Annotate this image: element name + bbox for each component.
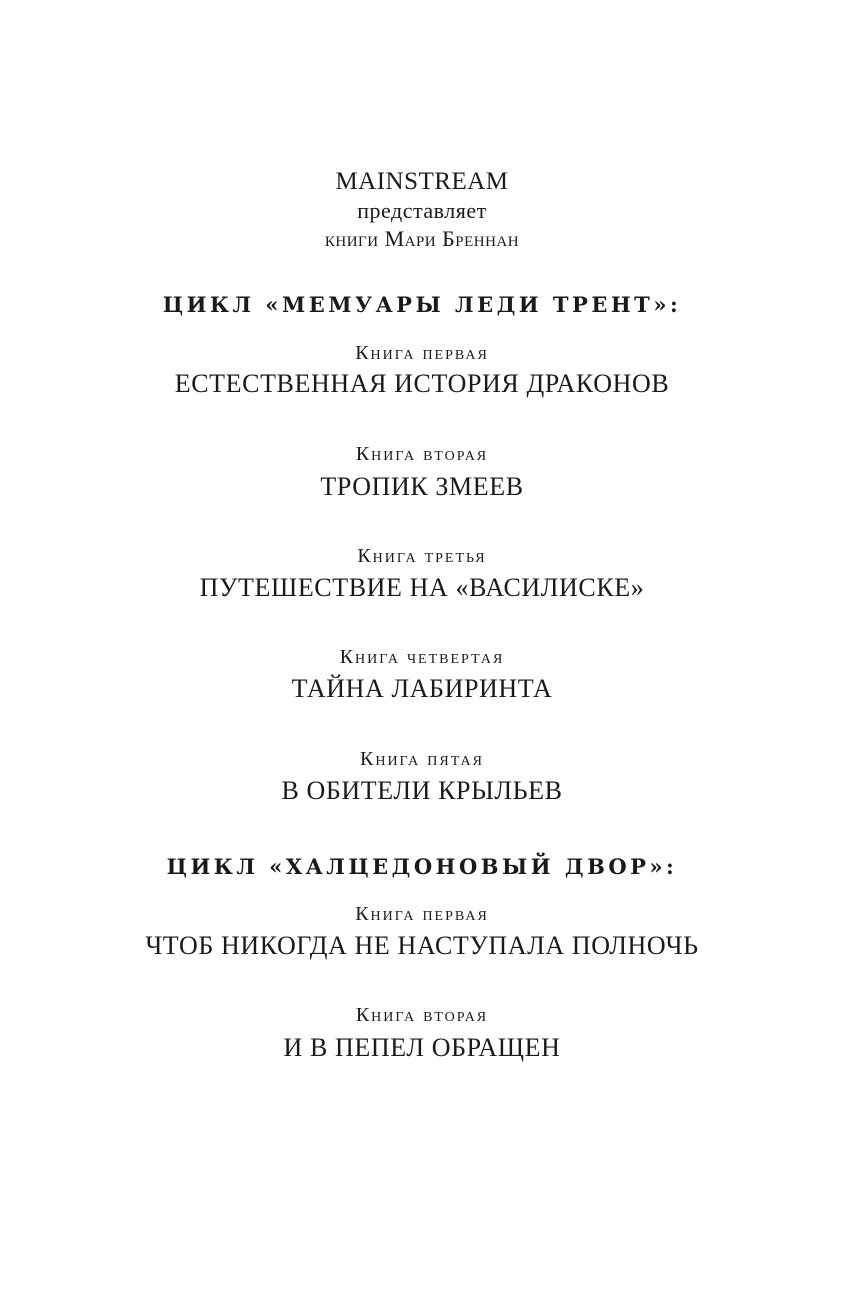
book-number: Книга первая [355,342,489,364]
publisher-name: MAINSTREAM [335,168,509,195]
book-title: И В ПЕПЕЛ ОБРАЩЕН [283,1033,561,1062]
series-title-lady-trent: ЦИКЛ «МЕМУАРЫ ЛЕДИ ТРЕНТ»: [162,292,682,317]
author-line: книги Мари Бреннан [324,226,520,251]
book-title: ПУТЕШЕСТВИЕ НА «ВАСИЛИСКЕ» [199,573,645,602]
book-title: ТРОПИК ЗМЕЕВ [320,472,524,501]
book-number: Книга третья [357,545,487,567]
book-title: В ОБИТЕЛИ КРЫЛЬЕВ [281,776,563,805]
book-number: Книга вторая [355,1004,489,1026]
book-title: ЧТОБ НИКОГДА НЕ НАСТУПАЛА ПОЛНОЧЬ [145,931,699,960]
book-number: Книга вторая [355,443,489,465]
book-number: Книга первая [355,903,489,925]
book-number: Книга четвертая [339,646,505,668]
series-title-chalcedony-court: ЦИКЛ «ХАЛЦЕДОНОВЫЙ ДВОР»: [166,854,678,879]
presents-text: представляет [357,198,487,223]
book-title: ЕСТЕСТВЕННАЯ ИСТОРИЯ ДРАКОНОВ [174,369,670,398]
book-title: ТАЙНА ЛАБИРИНТА [291,674,553,703]
book-number: Книга пятая [360,748,484,770]
